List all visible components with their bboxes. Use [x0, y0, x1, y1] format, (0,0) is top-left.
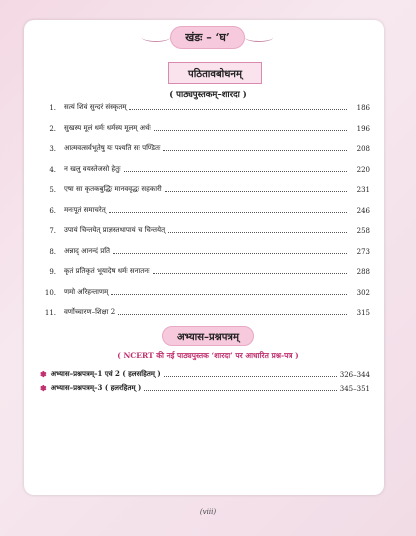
- toc-row[interactable]: [40, 141, 370, 153]
- toc-title: आत्मवत्सर्वभूतेषु यः पश्यति सः पण्डितः: [64, 144, 161, 152]
- toc-row[interactable]: [40, 162, 370, 174]
- toc-page: 246: [356, 206, 370, 215]
- toc-row[interactable]: [40, 244, 370, 256]
- toc-page: 231: [356, 186, 370, 194]
- toc-title: अन्नाद् आनन्दं प्रति: [64, 246, 111, 255]
- toc-number: 8.: [49, 247, 56, 256]
- exercise-page: 326–344: [339, 371, 370, 379]
- toc-title: एषा सा कृतकबुद्धिः मानववृद्धः सहकारी: [64, 185, 162, 193]
- flower-icon: ✽: [40, 383, 47, 393]
- toc-page: 315: [356, 309, 370, 317]
- source-label: ( पाठ्यपुस्तकम्–शारदा ): [169, 90, 247, 100]
- exercise-section-title: अभ्यास–प्रश्नपत्रम्: [162, 326, 254, 346]
- toc-page: 302: [356, 288, 370, 297]
- toc-title: सुखस्य मूलं धर्मः धर्मस्य मूलम् अर्थः: [64, 123, 151, 132]
- toc-number: 6.: [49, 206, 56, 215]
- toc-leader: [111, 294, 347, 295]
- toc-row[interactable]: [40, 223, 370, 235]
- toc-title: उपायं चिन्तयेत् प्राज्ञस्तथापायं च चिन्तयेत्: [64, 226, 166, 234]
- toc-row[interactable]: [40, 121, 370, 133]
- toc-page: 208: [356, 145, 370, 153]
- toc-title: वर्णोच्चारण–शिक्षा 2: [64, 308, 116, 316]
- section-title: खंडः – ‘घ’: [170, 26, 244, 49]
- toc-row[interactable]: [40, 305, 370, 317]
- toc-title: कृतं प्रतिकृतं भूयादेष धर्मः सनातनः: [64, 267, 150, 275]
- toc-row[interactable]: [40, 285, 370, 297]
- toc-row[interactable]: [40, 264, 370, 276]
- exercise-title: अभ्यास–प्रश्नपत्रम्–1 एवं 2 ( हलसहितम् ): [50, 369, 161, 378]
- left-flourish-icon: [142, 33, 170, 42]
- toc-leader: [165, 191, 347, 192]
- toc-number: 7.: [49, 227, 56, 235]
- toc-title: मनःपूतं समाचरेत्: [64, 205, 106, 214]
- toc-leader: [154, 130, 347, 131]
- sub-title: [168, 62, 262, 84]
- toc-number: 3.: [49, 145, 56, 153]
- toc-leader: [113, 253, 347, 254]
- flower-icon: ✽: [40, 369, 47, 379]
- toc-leader: [153, 273, 347, 274]
- toc-row[interactable]: [40, 203, 370, 215]
- toc-leader: [168, 232, 347, 233]
- toc-number: 10.: [44, 288, 56, 297]
- toc-number: 11.: [44, 309, 56, 317]
- toc-leader: [118, 314, 347, 315]
- toc-page: 196: [356, 124, 370, 133]
- toc-number: 5.: [49, 186, 56, 194]
- toc-number: 9.: [49, 268, 56, 276]
- toc-title: सत्यं शिवं सुन्दरं संस्कृतम्: [64, 103, 127, 111]
- toc-leader: [124, 171, 347, 172]
- toc-page: 258: [356, 227, 370, 235]
- toc-number: 4.: [49, 165, 56, 174]
- toc-leader: [109, 212, 347, 213]
- exercise-title: अभ्यास–प्रश्नपत्रम्–3 ( हलरहितम् ): [50, 383, 142, 392]
- toc-page: 220: [356, 165, 370, 174]
- toc-number: 1.: [49, 104, 56, 112]
- toc-title: न खलु वयस्तेजसो हेतुः: [64, 164, 121, 173]
- section-banner: [140, 22, 275, 52]
- toc-page: 288: [356, 268, 370, 276]
- exercise-row[interactable]: [40, 381, 370, 393]
- toc-title: णमो अरिहन्ताणम्: [64, 287, 109, 296]
- ncert-note: ( NCERT की नई पाठ्यपुस्तक ‘शारदा’ पर आधारित प्रश्न-पत्र ): [117, 351, 299, 360]
- exercise-page: 345–351: [339, 385, 370, 393]
- toc-page: 273: [356, 247, 370, 256]
- exercise-leader: [164, 376, 337, 377]
- toc-row[interactable]: [40, 182, 370, 194]
- right-flourish-icon: [245, 33, 273, 42]
- sub-title-text: पठितावबोधनम्: [188, 69, 242, 80]
- exercise-row[interactable]: [40, 367, 370, 379]
- exercise-banner: [148, 325, 268, 347]
- toc-leader: [163, 150, 347, 151]
- page-number: (viii): [199, 508, 217, 516]
- toc-page: 186: [356, 104, 370, 112]
- toc-number: 2.: [49, 124, 56, 133]
- exercise-leader: [144, 390, 336, 391]
- toc-row[interactable]: [40, 100, 370, 112]
- toc-leader: [129, 109, 347, 110]
